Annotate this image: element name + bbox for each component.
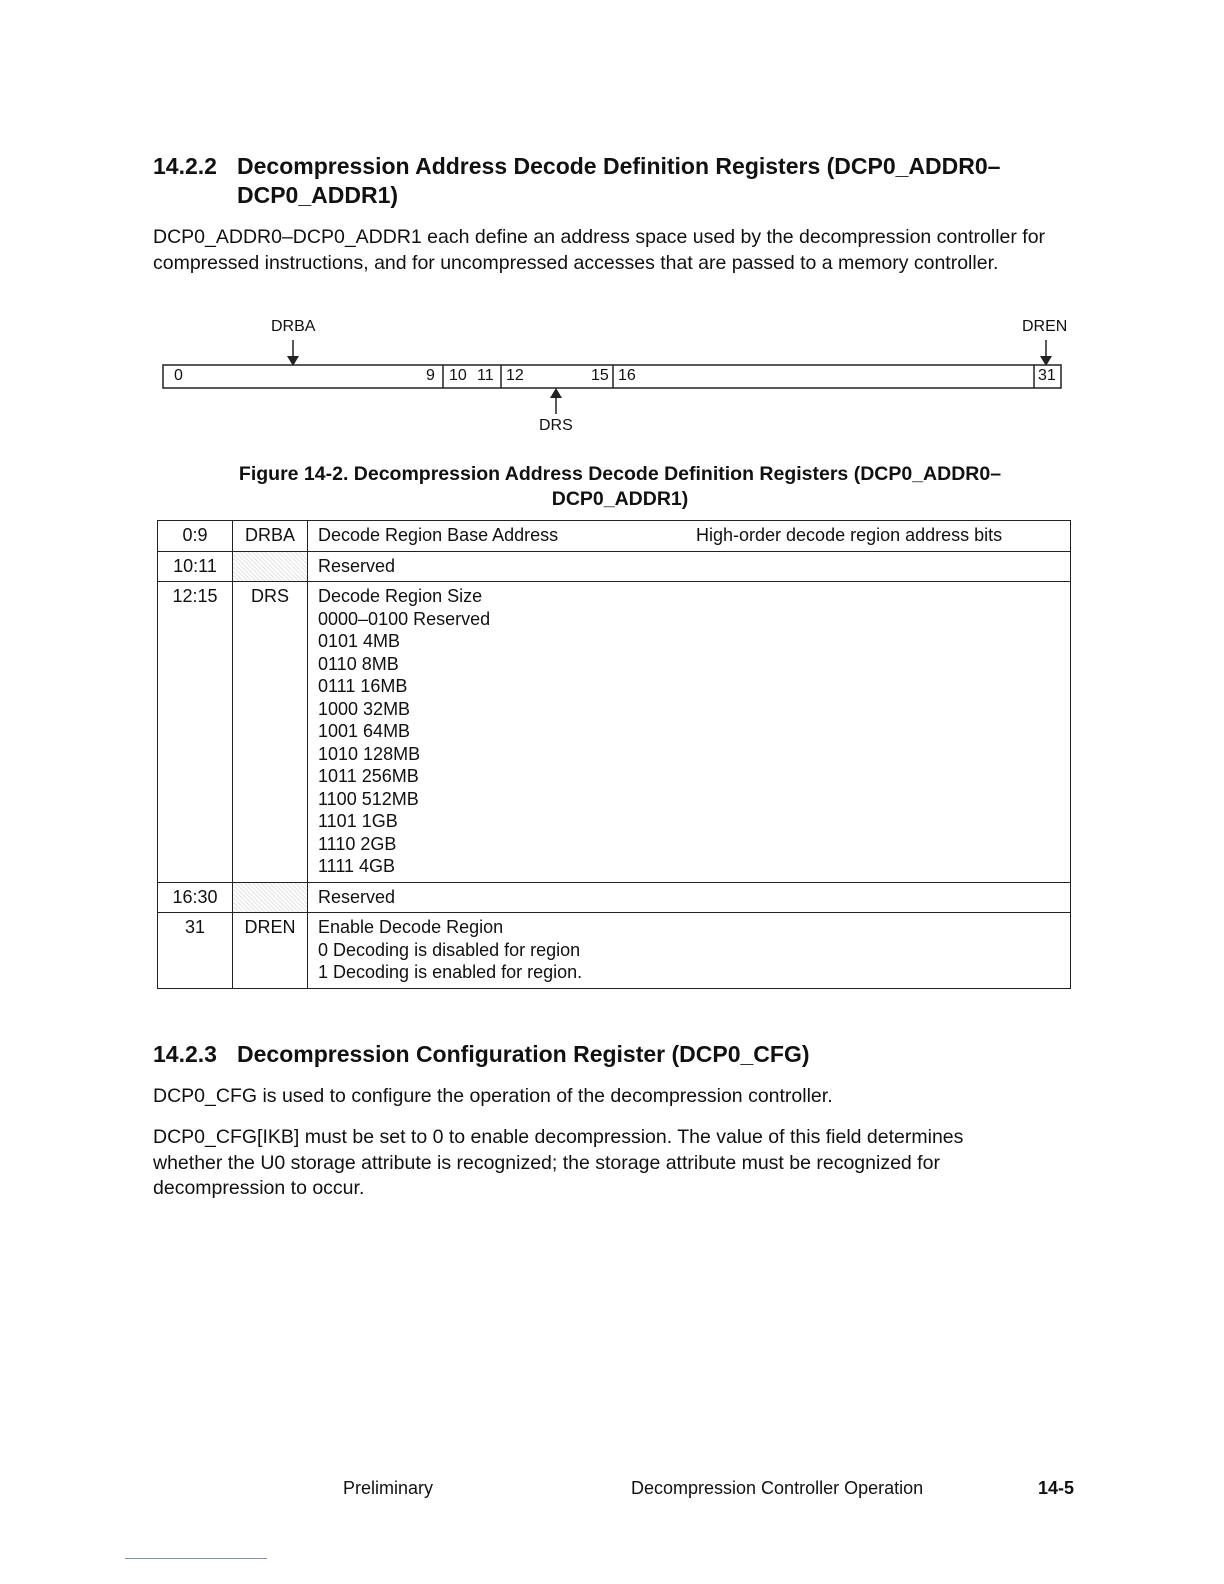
bit-number: 15 [591,367,609,384]
field-bits-cell: 16:30 [158,882,233,913]
section-heading-14-2-3 [153,1040,1057,1069]
description-extra: High-order decode region address bits [696,525,1003,545]
bit-number: 11 [477,367,494,384]
footer-chapter-title: Decompression Controller Operation [631,1478,924,1498]
description-line: 0000–0100 Reserved [318,608,491,629]
field-bits-cell: 10:11 [158,551,233,582]
field-name-cell: DRBA [233,521,308,552]
field-bits-cell: 12:15 [158,582,233,883]
field-name-cell: DREN [233,913,308,989]
register-field-table [157,520,1071,989]
description-line: 1001 64MB [318,721,411,741]
table-row [158,521,1071,552]
drba-label: DRBA [271,318,316,335]
bit-number: 16 [618,367,636,384]
field-description-cell [308,913,1071,989]
bit-number: 12 [506,367,524,384]
register-diagram [0,310,1224,440]
description-line [318,524,1060,547]
dren-label: DREN [1022,318,1068,335]
field-bits-cell: 31 [158,913,233,989]
drs-label: DRS [539,417,573,434]
field-bits-cell: 0:9 [158,521,233,552]
description-line: 1111 4GB [318,856,396,876]
description-line: 1010 128MB [318,743,421,764]
table-row [158,551,1071,582]
table-row [158,882,1071,913]
section-paragraph: DCP0_CFG[IKB] must be set to 0 to enable decompression. The value of this field determines whether the U0 storage attribute is recognized; the storage attribute must be recognized for decompression to occur. [153,1126,964,1199]
section-title: Decompression Configuration Register (DCP0_CFG) [237,1041,810,1067]
field-name-cell [233,551,308,582]
field-name-cell: DRS [233,582,308,883]
description-line: 0 Decoding is disabled for region [318,939,581,960]
description-line: 0111 16MB [318,676,408,696]
field-description-cell [308,551,1071,582]
bit-number: 10 [449,367,467,384]
description-line: 1100 512MB [318,788,419,809]
footer-status: Preliminary [343,1478,434,1498]
description-line: 1110 2GB [318,833,397,854]
field-name-cell [233,882,308,913]
section-paragraph: DCP0_CFG is used to configure the operation of the decompression controller. [153,1085,833,1107]
description-line: Decode Region Size [318,586,483,606]
description-line: 1011 256MB [318,766,419,786]
figure-caption-line: Figure 14-2. Decompression Address Decode Definition Registers (DCP0_ADDR0– [238,463,1002,485]
section-title: Decompression Address Decode Definition Registers (DCP0_ADDR0– DCP0_ADDR1) [237,153,1001,208]
figure-caption [120,462,1120,512]
table-row [158,913,1071,989]
figure-caption-line: DCP0_ADDR1) [551,488,689,510]
description-line: Reserved [318,555,396,576]
section-number: 14.2.2 [153,153,217,179]
description-line: 1 Decoding is enabled for region. [318,962,583,982]
bit-number: 0 [174,367,183,384]
page-number: 14-5 [1038,1478,1075,1498]
field-description-cell [308,882,1071,913]
description-head: Decode Region Base Address [318,525,559,545]
description-line: 0110 8MB [318,653,399,674]
description-line: Reserved [318,886,396,907]
section-paragraph: DCP0_ADDR0–DCP0_ADDR1 each define an address space used by the decompression controller for compressed instructions, and for uncompressed accesses that are passed to a memory controller. [153,226,1046,274]
description-line: Enable Decode Region [318,917,504,937]
description-line: 0101 4MB [318,631,401,651]
section-number: 14.2.3 [153,1041,217,1067]
table-row [158,582,1071,883]
footer-rule [125,1558,267,1559]
description-line: 1000 32MB [318,698,411,719]
field-description-cell [308,582,1071,883]
bit-number: 9 [426,367,435,384]
section-heading-14-2-2 [153,152,1057,210]
field-description-cell [308,521,1071,552]
bit-number: 31 [1038,367,1056,384]
description-line: 1101 1GB [318,811,398,831]
